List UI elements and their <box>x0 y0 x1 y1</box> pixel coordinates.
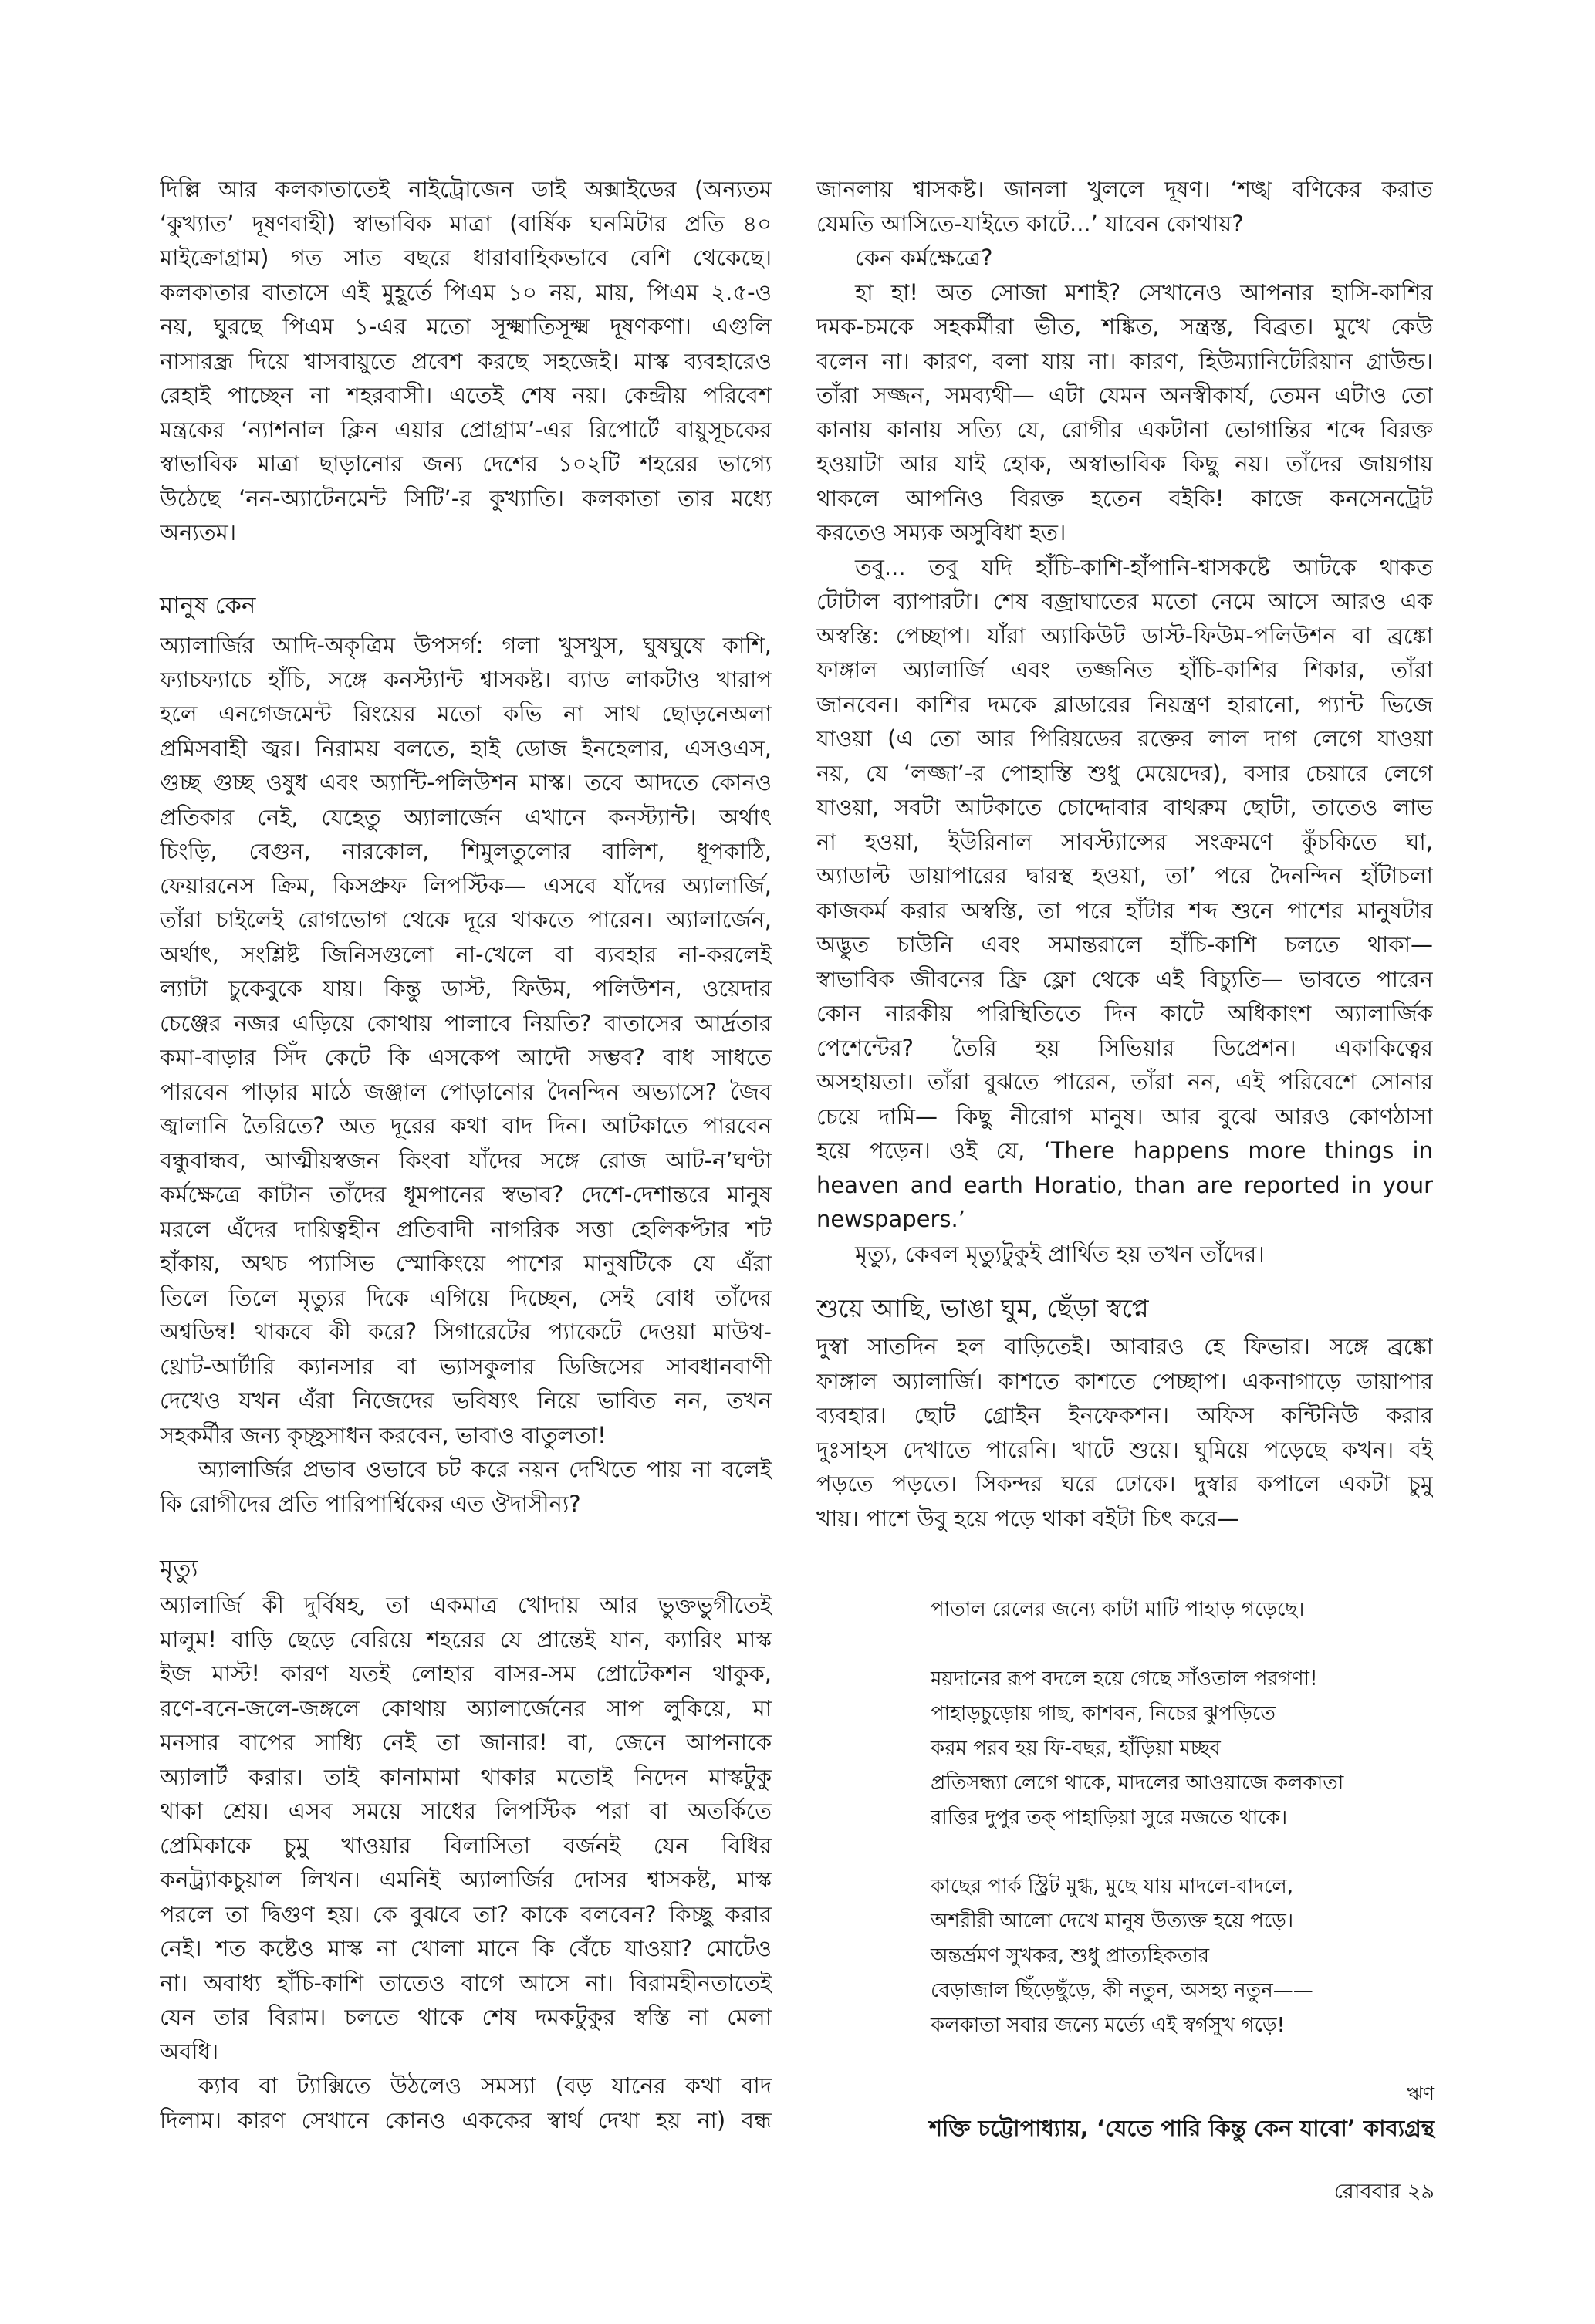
poem-line: কাছের পার্ক স্ট্রিট মুগ্ধ, মুছে যায় মাদলে-বাদলে, <box>931 1875 1294 1898</box>
text-line: হওয়াটা আর যাই হোক, অস্বাভাবিক কিছু নয়। তাঁদের জায়গায় <box>816 451 1433 477</box>
text-line: অস্বস্তি: পেচ্ছাপ। যাঁরা অ্যাকিউট ডাস্ট-ফিউম-পলিউশন বা ব্রঙ্কো <box>816 622 1433 649</box>
text-line: কোন নারকীয় পরিস্থিতিতে দিন কাটে অধিকাংশ অ্যালার্জিক <box>816 1000 1433 1026</box>
text-line: অন্যতম। <box>160 519 237 546</box>
text-line: ল্যাটা চুকেবুকে যায়। কিন্তু ডাস্ট, ফিউম, পলিউশন, ওয়েদার <box>160 975 772 1002</box>
text-line: হয়ে পড়েন। ওই যে, ‘There happens more things in <box>816 1137 1433 1164</box>
text-line: ব্যবহার। ছোট গ্রোইন ইনফেকশন। অফিস কন্টিনিউ করার <box>816 1402 1433 1428</box>
text-line: জানবেন। কাশির দমকে ব্লাডারের নিয়ন্ত্রণ হারানো, প্যান্ট ভিজে <box>816 691 1433 718</box>
text-line: চেঞ্জের নজর এড়িয়ে কোথায় পালাবে নিয়তি? বাতাসের আর্দ্রতার <box>160 1009 772 1036</box>
text-line: যেন তার বিরাম। চলতে থাকে শেষ দমকটুকুর স্বস্তি না মেলা <box>160 2004 772 2030</box>
text-line: অদ্ভুত চাউনি এবং সমান্তরালে হাঁচি-কাশি চলতে থাকা— <box>816 931 1433 958</box>
text-line: কানায় কানায় সত্যি যে, রোগীর একটানা ভোগান্তির শব্দে বিরক্ত <box>816 416 1433 443</box>
text-line: চেয়ে দামি— কিছু নীরোগ মানুষ। আর বুঝে আরও কোণঠাসা <box>816 1103 1433 1130</box>
text-line: জানলায় শ্বাসকষ্ট। জানলা খুললে দূষণ। ‘শঙ্খ বণিকের করাত <box>816 176 1433 202</box>
text-line: নয়, যে ‘লজ্জা’-র পোহাস্তি শুধু মেয়েদের), বসার চেয়ারে লেগে <box>816 759 1433 786</box>
text-line: দিল্লি আর কলকাতাতেই নাইট্রোজেন ডাই অক্সাইডের (অন্যতম <box>160 176 772 202</box>
right-column-section-1 <box>816 172 1433 1271</box>
text-line: জ্বালানি তৈরিতে? অত দূরের কথা বাদ দিন। আটকাতে পারবেন <box>160 1113 772 1139</box>
text-line: তবু... তবু যদি হাঁচি-কাশি-হাঁপানি-শ্বাসকষ্টে আটকে থাকত <box>855 553 1433 580</box>
credit-label: ঋণ <box>1407 2082 1434 2105</box>
left-column-section-2 <box>160 1588 772 2137</box>
text-line: অ্যালার্জির আদি-অকৃত্রিম উপসর্গ: গলা খুসখুস, ঘুষঘুষে কাশি, <box>160 632 772 658</box>
text-line: অ্যালার্জি কী দুর্বিষহ, তা একমাত্র খোদায় আর ভুক্তভুগীতেই <box>160 1592 772 1618</box>
poem-line: বেড়াজাল ছিঁড়েছুঁড়ে, কী নতুন, অসহ্য নতুন—— <box>931 1979 1313 2002</box>
text-line: কেন কর্মক্ষেত্রে? <box>855 245 993 271</box>
text-line: heaven and earth Horatio, than are reported in your <box>816 1171 1433 1198</box>
text-line: অশ্বডিম্ব! থাকবে কী করে? সিগারেটের প্যাকেটে দেওয়া মাউথ- <box>160 1319 772 1345</box>
text-line: হলে এনগেজমেন্ট রিংয়ের মতো কভি না সাথ ছোড়নেঅলা <box>160 701 772 727</box>
text-line: মনসার বাপের সাধ্যি নেই তা জানার! বা, জেনে আপনাকে <box>160 1729 772 1755</box>
section-heading-mrityu: মৃত্যু <box>160 1555 198 1583</box>
text-line: পেশেন্টের? তৈরি হয় সিভিয়ার ডিপ্রেশন। একাকিত্বের <box>816 1034 1433 1061</box>
text-line: প্রতিকার নেই, যেহেতু অ্যালার্জেন এখানে কনস্ট্যান্ট। অর্থাৎ <box>160 803 772 830</box>
text-line: উঠেছে ‘নন-অ্যাটেনমেন্ট সিটি’-র কুখ্যাতি। কলকাতা তার মধ্যে <box>160 485 772 512</box>
left-column-intro <box>160 172 772 550</box>
text-line: প্রেমিকাকে চুমু খাওয়ার বিলাসিতা বর্জনই যেন বিধির <box>160 1832 772 1859</box>
text-line: বন্ধুবান্ধব, আত্মীয়স্বজন কিংবা যাঁদের সঙ্গে রোজ আট-ন’ঘণ্টা <box>160 1147 772 1174</box>
text-line: ‘কুখ্যাত’ দূষণবাহী) স্বাভাবিক মাত্রা (বার্ষিক ঘনমিটার প্রতি ৪০ <box>160 210 772 237</box>
text-line: হাঁকায়, অথচ প্যাসিভ স্মোকিংয়ে পাশের মানুষটিকে যে এঁরা <box>160 1250 772 1276</box>
text-line: নয়, ঘুরছে পিএম ১-এর মতো সূক্ষ্মাতিসূক্ষ্ম দূষণকণা। এগুলি <box>160 313 772 339</box>
text-line: বলেন না। কারণ, বলা যায় না। কারণ, হিউম্যানিটেরিয়ান গ্রাউন্ড। <box>816 347 1433 374</box>
section-heading-manush-ken: মানুষ কেন <box>160 592 256 620</box>
text-line: ক্যাব বা ট্যাক্সিতে উঠলেও সমস্যা (বড় যানের কথা বাদ <box>198 2072 772 2099</box>
text-line: পরলে তা দ্বিগুণ হয়। কে বুঝবে তা? কাকে বলবেন? কিচ্ছু করার <box>160 1900 772 1927</box>
text-line: ফ্যাচফ্যাচে হাঁচি, সঙ্গে কনস্ট্যান্ট শ্বাসকষ্ট। ব্যাড লাকটাও খারাপ <box>160 666 772 693</box>
text-line: টোটাল ব্যাপারটা। শেষ বজ্রাঘাতের মতো নেমে আসে আরও এক <box>816 588 1433 614</box>
text-line: নাসারন্ধ্র দিয়ে শ্বাসবায়ুতে প্রবেশ করছে সহজেই। মাস্ক ব্যবহারেও <box>160 347 772 374</box>
text-line: কর্মক্ষেত্রে কাটান তাঁদের ধূমপানের স্বভাব? দেশে-দেশান্তরে মানুষ <box>160 1181 772 1208</box>
text-line: কনট্র্যাকচুয়াল লিখন। এমনিই অ্যালার্জির দোসর শ্বাসকষ্ট, মাস্ক <box>160 1866 772 1893</box>
text-line: থ্রোট-আর্টারি ক্যানসার বা ভ্যাসকুলার ডিজিসের সাবধানবাণী <box>160 1353 772 1380</box>
text-line: ইজ মাস্ট! কারণ যতই লোহার বাসর-সম প্রোটেকশন থাকুক, <box>160 1660 772 1687</box>
text-line: রেহাই পাচ্ছেন না শহরবাসী। এতেই শেষ নয়। কেন্দ্রীয় পরিবেশ <box>160 382 772 408</box>
text-line: কি রোগীদের প্রতি পারিপার্শ্বিকের এত ঔদাসীন্য? <box>160 1490 581 1517</box>
text-line: তাঁরা সজ্জন, সমব্যথী— এটা যেমন অনস্বীকার্য, তেমন এটাও তো <box>816 382 1433 408</box>
text-line: যাওয়া (এ তো আর পিরিয়ডের রক্তের লাল দাগ লেগে যাওয়া <box>816 725 1433 752</box>
text-line: স্বাভাবিক মাত্রা ছাড়ানোর জন্য দেশের ১০২টি শহরের ভাগ্যে <box>160 451 772 477</box>
text-line: মরলে এঁদের দায়িত্বহীন প্রতিবাদী নাগরিক সত্তা হেলিকপ্টার শট <box>160 1215 772 1242</box>
poem-line: করম পরব হয় ফি-বছর, হাঁড়িয়া মচ্ছব <box>931 1737 1221 1760</box>
text-line: না। অবাধ্য হাঁচি-কাশি তাতেও বাগে আসে না। বিরামহীনতাতেই <box>160 1969 772 1996</box>
text-line: খায়। পাশে উবু হয়ে পড়ে থাকা বইটা চিৎ করে— <box>816 1505 1239 1532</box>
text-line: প্রমিসবাহী জ্বর। নিরাময় বলতে, হাই ডোজ ইনহেলার, এসওএস, <box>160 735 772 762</box>
text-line: কলকাতার বাতাসে এই মুহূর্তে পিএম ১০ নয়, মায়, পিএম ২.৫-ও <box>160 279 772 306</box>
text-line: দুঃসাহস দেখাতে পারেনি। খাটে শুয়ে। ঘুমিয়ে পড়েছে কখন। বই <box>816 1436 1433 1463</box>
text-line: গুচ্ছ গুচ্ছ ওষুধ এবং অ্যান্টি-পলিউশন মাস্ক। তবে আদতে কোনও <box>160 769 772 795</box>
poem-quote <box>931 1598 1343 2049</box>
poem-line: কলকাতা সবার জন্যে মর্ত্যে এই স্বর্গসুখ গড়ে! <box>931 2014 1286 2037</box>
text-line: দুস্বা সাতদিন হল বাড়িতেই। আবারও হে ফিভার। সঙ্গে ব্রঙ্কো <box>816 1333 1433 1360</box>
text-line: কাজকর্ম করার অস্বস্তি, তা পরে হাঁটার শব্দ শুনে পাশের মানুষটার <box>816 897 1433 924</box>
text-line: কমা-বাড়ার সিঁদ কেটে কি এসকেপ আদৌ সম্ভব? বাধ সাধতে <box>160 1044 772 1070</box>
text-line: রণে-বনে-জলে-জঙ্গলে কোথায় অ্যালার্জেনের সাপ লুকিয়ে, মা <box>160 1694 772 1721</box>
text-line: মালুম! বাড়ি ছেড়ে বেরিয়ে শহরের যে প্রান্তেই যান, ক্যারিং মাস্ক <box>160 1626 772 1653</box>
text-line: পড়তে পড়তে। সিকন্দর ঘরে ঢোকে। দুস্বার কপালে একটা চুমু <box>816 1471 1433 1497</box>
text-line: করতেও সম্যক অসুবিধা হত। <box>816 519 1066 546</box>
poem-line: পাহাড়চুড়োয় গাছ, কাশবন, নিচের ঝুপড়িতে <box>931 1702 1276 1725</box>
text-line: অবধি। <box>160 2038 219 2065</box>
poem-line: ময়দানের রূপ বদলে হয়ে গেছে সাঁওতাল পরগণা! <box>931 1667 1318 1691</box>
text-line: অর্থাৎ, সংশ্লিষ্ট জিনিসগুলো না-খেলে বা ব্যবহার না-করলেই <box>160 941 772 968</box>
text-line: অসহায়তা। তাঁরা বুঝতে পারেন, তাঁরা নন, এই পরিবেশে সোনার <box>816 1069 1433 1095</box>
text-line: ফাঙ্গাল অ্যালার্জি। কাশতে কাশতে পেচ্ছাপ। একনাগাড়ে ডায়াপার <box>816 1367 1433 1394</box>
text-line: স্বাভাবিক জীবনের ফ্রি ফ্লো থেকে এই বিচ্যুতি— ভাবতে পারেন <box>816 965 1433 992</box>
text-line: হা হা! অত সোজা মশাই? সেখানেও আপনার হাসি-কাশির <box>855 279 1433 306</box>
text-line: তিলে তিলে মৃত্যুর দিকে এগিয়ে দিচ্ছেন, সেই বোধ তাঁদের <box>160 1284 772 1311</box>
text-line: থাকলে আপনিও বিরক্ত হতেন বইকি! কাজে কনসেনট্রেট <box>816 485 1433 512</box>
text-line: তাঁরা চাইলেই রোগভোগ থেকে দূরে থাকতে পারেন। অ্যালার্জেন, <box>160 907 772 933</box>
text-line: ফেয়ারনেস ক্রিম, কিসপ্রুফ লিপস্টিক— এসবে যাঁদের অ্যালার্জি, <box>160 872 772 899</box>
text-line: যাওয়া, সবটা আটকাতে চোদ্দোবার বাথরুম ছোটা, তাতেও লাভ <box>816 794 1433 820</box>
text-line: অ্যালার্ট করার। তাই কানামামা থাকার মতোই নিদেন মাস্কটুকু <box>160 1763 772 1790</box>
credit-source: শক্তি চট্টোপাধ্যায়, ‘যেতে পারি কিন্তু কেন যাবো’ কাব্যগ্রন্থ <box>928 2115 1434 2141</box>
text-line: মৃত্যু, কেবল মৃত্যুটুকুই প্রার্থিত হয় তখন তাঁদের। <box>855 1240 1265 1267</box>
text-line: অ্যাডাল্ট ডায়াপারের দ্বারস্থ হওয়া, তা’ পরে দৈনন্দিন হাঁটাচলা <box>816 863 1433 889</box>
text-line: দমক-চমকে সহকর্মীরা ভীত, শঙ্কিত, সন্ত্রস্ত, বিব্রত। মুখে কেউ <box>816 313 1433 339</box>
left-column-section-1 <box>160 628 772 1521</box>
page-number: রোববার ২৯ <box>1333 2180 1434 2204</box>
text-line: না হওয়া, ইউরিনাল সাবস্ট্যান্সের সংক্রমণে কুঁচকিতে ঘা, <box>816 828 1433 855</box>
text-line: চিংড়ি, বেগুন, নারকোল, শিমুলতুলোর বালিশ, ধূপকাঠি, <box>160 838 772 864</box>
text-line: newspapers.’ <box>816 1206 965 1232</box>
text-line: ফাঙ্গাল অ্যালার্জি এবং তজ্জনিত হাঁচি-কাশির শিকার, তাঁরা <box>816 657 1433 683</box>
text-line: মাইক্রোগ্রাম) গত সাত বছরে ধারাবাহিকভাবে বেশি থেকেছে। <box>160 245 772 271</box>
text-line: যেমতি আসিতে-যাইতে কাটে...’ যাবেন কোথায়? <box>816 210 1244 237</box>
text-line: থাকা শ্রেয়। এসব সময়ে সাধের লিপস্টিক পরা বা অতর্কিতে <box>160 1798 772 1824</box>
text-line: সহকর্মীর জন্য কৃচ্ছ্রসাধন করবেন, ভাবাও বাতুলতা! <box>160 1421 607 1448</box>
text-line: দেখেও যখন এঁরা নিজেদের ভবিষ্যৎ নিয়ে ভাবিত নন, তখন <box>160 1387 772 1414</box>
text-line: অ্যালার্জির প্রভাব ওভাবে চট করে নয়ন দেখিতে পায় না বলেই <box>198 1456 772 1482</box>
poem-line: পাতাল রেলের জন্যে কাটা মাটি পাহাড় গড়েছে। <box>931 1598 1305 1621</box>
poem-line: প্রতিসন্ধ্যা লেগে থাকে, মাদলের আওয়াজে কলকাতা <box>931 1772 1344 1795</box>
poem-line: অন্তর্ভ্রমণ সুখকর, শুধু প্রাত্যহিকতার <box>931 1944 1210 1968</box>
text-line: নেই। শত কষ্টেও মাস্ক না খোলা মানে কি বেঁচে যাওয়া? মোটেও <box>160 1935 772 1961</box>
text-line: মন্ত্রকের ‘ন্যাশনাল ক্লিন এয়ার প্রোগ্রাম’-এর রিপোর্টে বায়ুসূচকের <box>160 416 772 443</box>
poem-line: অশরীরী আলো দেখে মানুষ উত্যক্ত হয়ে পড়ে। <box>931 1910 1294 1933</box>
text-line: দিলাম। কারণ সেখানে কোনও এককের স্বার্থ দেখা হয় না) বন্ধ <box>160 2106 772 2133</box>
text-line: পারবেন পাড়ার মাঠে জঞ্জাল পোড়ানোর দৈনন্দিন অভ্যাসে? জৈব <box>160 1078 772 1105</box>
section-heading-shuye-achhi: শুয়ে আছি, ভাঙা ঘুম, ছেঁড়া স্বপ্নে <box>816 1293 1149 1323</box>
right-column-section-2 <box>816 1329 1433 1535</box>
poem-line: রাত্তির দুপুর তক্ পাহাড়িয়া সুরে মজতে থাকে। <box>931 1806 1288 1829</box>
